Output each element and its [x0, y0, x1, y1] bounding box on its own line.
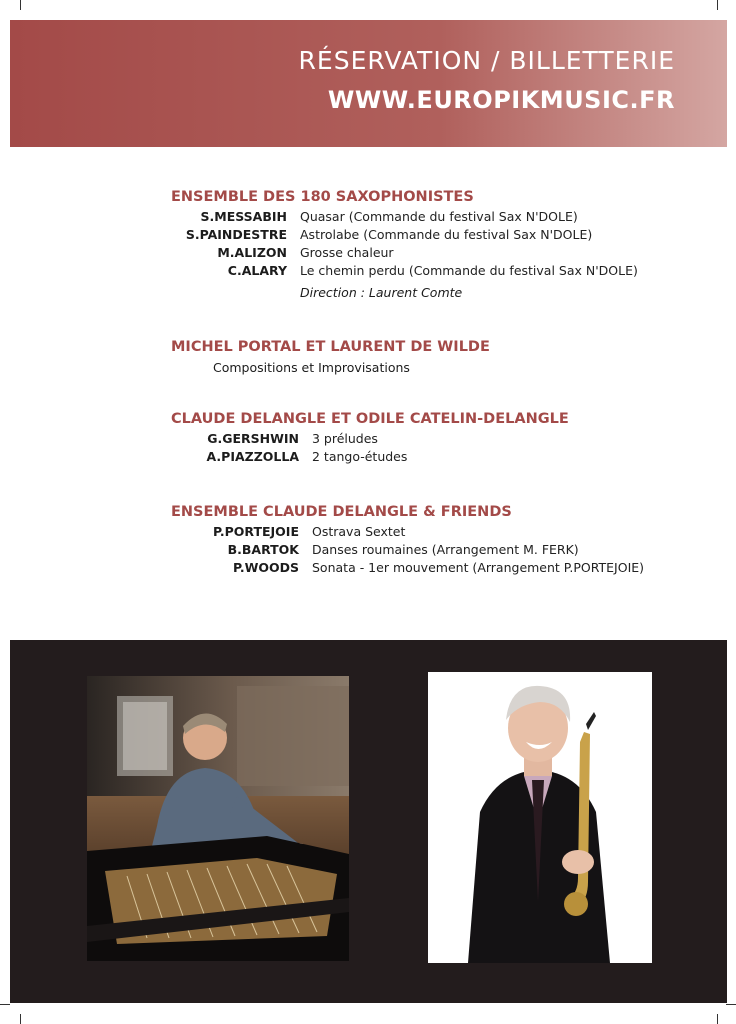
program-list: [171, 523, 644, 577]
pianist-photo: [87, 676, 349, 961]
crop-mark: [717, 1014, 718, 1024]
crop-mark: [20, 0, 21, 10]
work-title: 3 préludes: [312, 431, 378, 446]
program-row: [171, 226, 638, 244]
section-title: MICHEL PORTAL ET LAURENT DE WILDE: [171, 339, 490, 355]
program-section-delangle-friends: [171, 504, 644, 577]
crop-mark: [20, 1014, 21, 1024]
program-section-saxophonistes: [171, 189, 638, 300]
composer-name: S.MESSABIH: [200, 209, 287, 224]
work-title: Ostrava Sextet: [312, 524, 406, 539]
pianist-illustration: [87, 676, 349, 961]
section-title: ENSEMBLE CLAUDE DELANGLE & FRIENDS: [171, 504, 512, 520]
composer-name: P.WOODS: [232, 560, 299, 575]
reservation-banner: [10, 20, 727, 147]
work-title: Sonata - 1er mouvement (Arrangement P.PORTEJOIE): [312, 560, 645, 575]
section-title: ENSEMBLE DES 180 SAXOPHONISTES: [171, 189, 474, 205]
composer-name: M.ALIZON: [217, 245, 287, 260]
section-title: CLAUDE DELANGLE ET ODILE CATELIN-DELANGLE: [171, 411, 569, 427]
work-title: Grosse chaleur: [300, 245, 394, 260]
program-row: [171, 559, 644, 577]
website-link[interactable]: WWW.EUROPIKMUSIC.FR: [327, 86, 675, 114]
saxophonist-illustration: [428, 672, 652, 963]
program-row: [171, 244, 638, 262]
composer-name: G.GERSHWIN: [207, 431, 299, 446]
direction-credit: Direction : Laurent Comte: [300, 285, 463, 300]
composer-name: C.ALARY: [227, 263, 287, 278]
crop-mark: [0, 1004, 10, 1005]
composer-name: B.BARTOK: [227, 542, 299, 557]
program-section-portal-wilde: [171, 339, 490, 375]
program-row: [171, 541, 644, 559]
work-title: Quasar (Commande du festival Sax N'DOLE): [300, 209, 578, 224]
program-row: [171, 208, 638, 226]
crop-mark: [726, 1004, 736, 1005]
program-row: [171, 523, 644, 541]
work-title: Le chemin perdu (Commande du festival Sax N'DOLE): [300, 263, 638, 278]
program-row: [171, 448, 569, 466]
work-title: Astrolabe (Commande du festival Sax N'DOLE): [300, 227, 593, 242]
program-section-delangle-duo: [171, 411, 569, 466]
program-row: [171, 262, 638, 280]
saxophonist-photo: [428, 672, 652, 963]
composer-name: A.PIAZZOLLA: [206, 449, 299, 464]
program-list: [171, 430, 569, 466]
composer-name: P.PORTEJOIE: [213, 524, 299, 539]
photo-panel: [10, 640, 727, 1003]
banner-title: RÉSERVATION / BILLETTERIE: [298, 46, 675, 75]
program-row: [171, 430, 569, 448]
section-description: Compositions et Improvisations: [213, 360, 410, 375]
work-title: 2 tango-études: [312, 449, 408, 464]
composer-name: S.PAINDESTRE: [185, 227, 287, 242]
program-list: [171, 208, 638, 280]
crop-mark: [717, 0, 718, 10]
work-title: Danses roumaines (Arrangement M. FERK): [312, 542, 579, 557]
